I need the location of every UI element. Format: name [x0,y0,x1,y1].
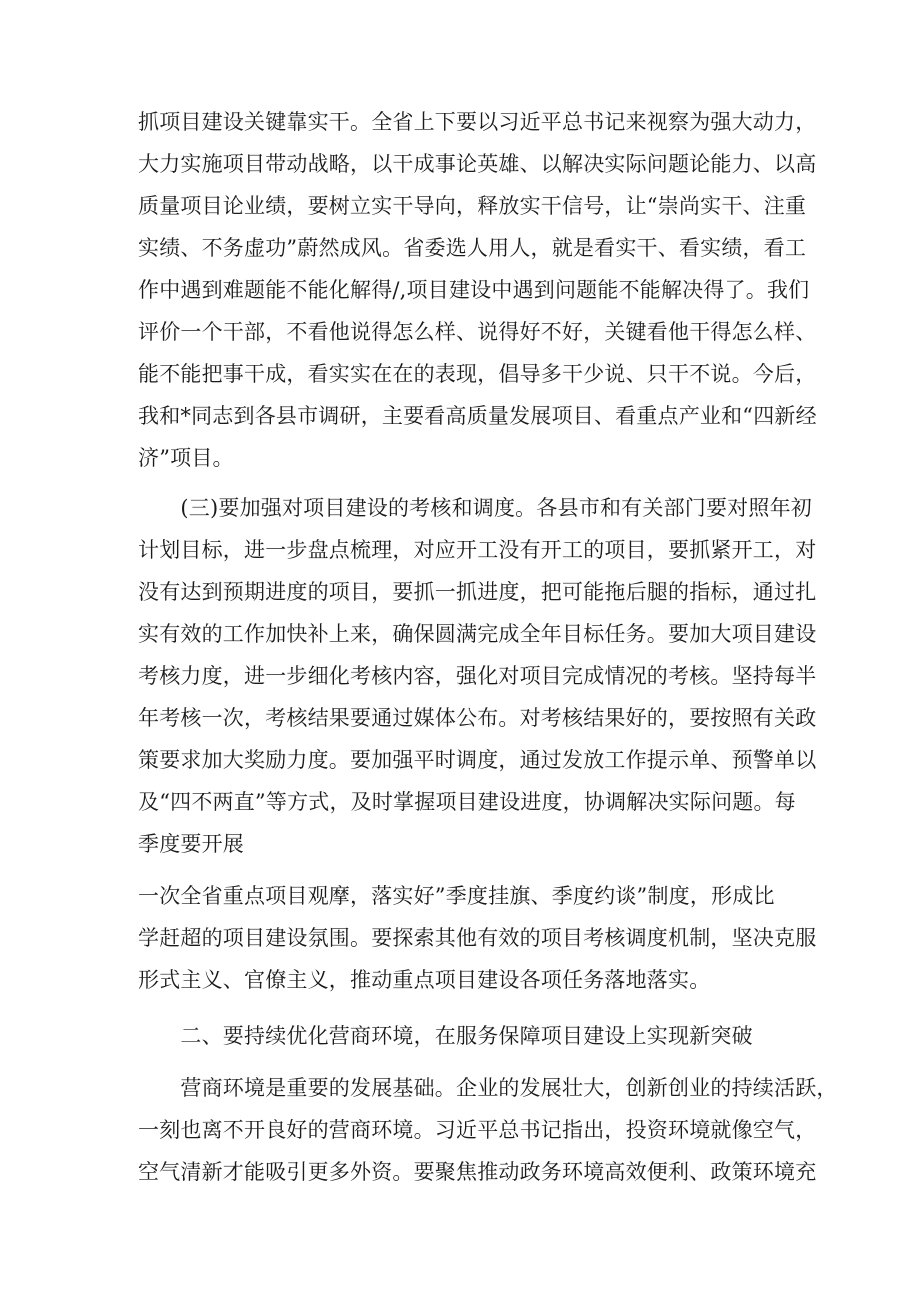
paragraph-assessment [138,487,817,865]
paragraph-business-environment [138,1067,838,1193]
text-line: 营商环境是重要的发展基础。企业的发展壮大，创新创业的持续活跃， [138,1076,838,1100]
text-line: 质量项目论业绩，要树立实干导向，释放实干信号，让“崇尚实干、注重 [138,194,807,218]
text-line: 实有效的工作加快补上来，确保圆满完成全年目标任务。要加大项目建设 [138,622,817,646]
paragraph-project-work [138,101,817,479]
text-line: 没有达到预期进度的项目，要抓一抓进度，把可能拖后腿的指标，通过扎 [138,580,817,604]
text-line: 考核力度，进一步细化考核内容，强化对项目完成情况的考核。坚持每半 [138,664,817,688]
document-body [138,101,838,1193]
text-line: 一次全省重点项目观摩，落实好”季度挂旗、季度约谈”制度，形成比 [138,884,775,908]
text-line: 策要求加大奖励力度。要加强平时调度，通过发放工作提示单、预警单以 [138,748,817,772]
text-line: 评价一个干部，不看他说得怎么样、说得好不好，关键看他干得怎么样、 [138,320,817,344]
text-line: 学赶超的项目建设氛围。要探索其他有效的项目考核调度机制，坚决克服 [138,926,817,950]
section-heading [138,1015,790,1057]
text-line: 作中遇到难题能不能化解得/,项目建设中遇到问题能不能解决得了。我们 [138,278,810,302]
text-line: 实绩、不务虚功”蔚然成风。省委选人用人，就是看实干、看实绩，看工 [138,236,807,260]
text-line: 能不能把事干成，看实实在在的表现，倡导多干少说、只干不说。今后， [138,362,817,386]
text-line: 我和*同志到各县市调研，主要看高质量发展项目、看重点产业和“四新经 [138,404,817,428]
text-line: 济”项目。 [138,446,234,470]
text-line: 季度要开展 [138,832,244,856]
text-line: 大力实施项目带动战略，以干成事论英雄、以解决实际问题论能力、以高 [138,152,817,176]
text-line: 年考核一次，考核结果要通过媒体公布。对考核结果好的，要按照有关政 [138,706,817,730]
text-line: 及“四不两直”等方式，及时掌握项目建设进度，协调解决实际问题。每 [138,790,796,814]
text-line: (三)要加强对项目建设的考核和调度。各县市和有关部门要对照年初 [138,496,812,520]
text-line: 一刻也离不开良好的营商环境。习近平总书记指出，投资环境就像空气， [138,1118,817,1142]
text-line: 抓项目建设关键靠实干。全省上下要以习近平总书记来视察为强大动力， [138,110,817,134]
paragraph-observation [138,875,817,1001]
text-line: 空气清新才能吸引更多外资。要聚焦推动政务环境高效便利、政策环境充 [138,1160,817,1184]
heading-line: 二、要持续优化营商环境，在服务保障项目建设上实现新突破 [138,1024,753,1048]
text-line: 形式主义、官僚主义，推动重点项目建设各项任务落地落实。 [138,968,711,992]
text-line: 计划目标，进一步盘点梳理，对应开工没有开工的项目，要抓紧开工，对 [138,538,817,562]
